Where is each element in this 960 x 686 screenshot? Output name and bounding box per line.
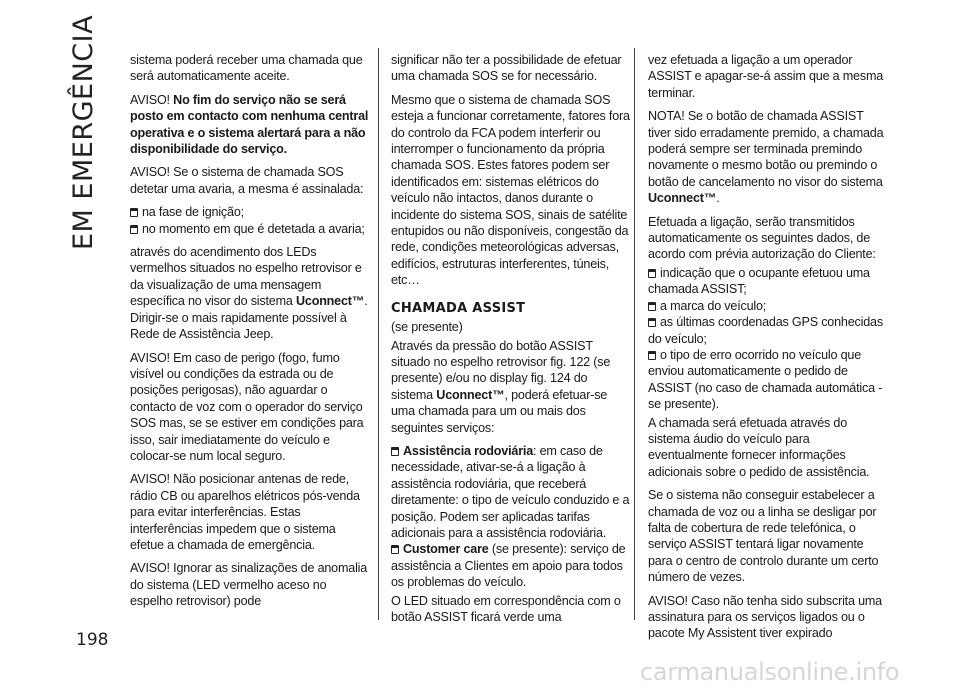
bullet-icon xyxy=(648,351,656,360)
list-item-text: indicação que o ocupante efetuou uma chamada ASSIST; xyxy=(648,265,870,297)
section-heading: CHAMADA ASSIST xyxy=(391,300,526,316)
text-column-1 xyxy=(130,52,370,617)
text: Através da pressão do botão ASSIST situado no espelho retrovisor fig. 122 (se presente) e/ou no display fig. 124 do sistema xyxy=(391,338,611,402)
bullet-list xyxy=(648,265,888,413)
list-item xyxy=(391,541,631,590)
bullet-icon xyxy=(130,225,138,234)
bullet-icon xyxy=(648,302,656,311)
list-item-title: Assistência rodoviária xyxy=(403,443,533,458)
warning-paragraph xyxy=(130,92,370,158)
paragraph: AVISO! Caso não tenha sido subscrita uma assinatura para os serviços ligados ou o pacote My Assistent tiver expirado xyxy=(648,593,882,641)
paragraph: A chamada será efetuada através do sistema áudio do veículo para eventualmente fornecer informações adicionais sobre o pedido de assistência. xyxy=(648,415,870,479)
list-item-text: : em caso de necessidade, ativar-se-á a ligação à assistência rodoviária, que receberá diretamente: o tipo de veículo conduzido e a posição. Podem ser aplicadas tarifas adicionais para a assistência rodoviária. xyxy=(391,443,630,540)
list-item-text: as últimas coordenadas GPS conhecidas do veículo; xyxy=(648,315,883,346)
bullet-icon xyxy=(648,269,656,278)
text: . Dirigir-se o mais rapidamente possível à Rede de Assistência Jeep. xyxy=(130,294,368,342)
list-item-text: a marca do veículo; xyxy=(660,298,767,313)
paragraph: vez efetuada a ligação a um operador ASSIST e apagar-se-á assim que a mesma terminar. xyxy=(648,53,884,100)
paragraph xyxy=(391,338,631,436)
text: , poderá efetuar-se uma chamada para um ou mais dos seguintes serviços: xyxy=(391,387,608,435)
paragraph: AVISO! Ignorar as sinalizações de anomalia do sistema (LED vermelho aceso no espelho retrovisor) pode xyxy=(130,561,368,609)
column-divider xyxy=(634,48,635,620)
note-paragraph xyxy=(648,108,888,206)
paragraph: significar não ter a possibilidade de efetuar uma chamada SOS se for necessário. xyxy=(391,53,622,84)
bullet-list xyxy=(130,204,370,237)
warning-label: AVISO! xyxy=(130,92,174,107)
section-title: EM EMERGÊNCIA xyxy=(68,14,99,250)
paragraph: O LED situado em correspondência com o botão ASSIST ficará verde uma xyxy=(391,593,621,624)
text-column-3 xyxy=(648,52,888,649)
paragraph: AVISO! Em caso de perigo (fogo, fumo visível ou condições da estrada ou de posições perigosas), não aguardar o contacto de voz com o operador do serviço SOS mas, se se estiver em condições para isso, sair imediatamente do veículo e colocar-se num local seguro. xyxy=(130,350,364,463)
list-item xyxy=(130,221,370,237)
paragraph xyxy=(130,244,370,342)
text: através do acendimento dos LEDs vermelhos situados no espelho retrovisor e da visualização de uma mensagem específica no visor do sistema xyxy=(130,245,362,309)
brand-text: Uconnect™ xyxy=(648,191,717,206)
column-divider xyxy=(378,48,379,620)
text: NOTA! Se o botão de chamada ASSIST tiver sido erradamente premido, a chamada poderá sempre ser terminada premindo novamente o mesmo botão ou premindo o botão de cancelamento no visor do sistema xyxy=(648,109,884,189)
page-number: 198 xyxy=(76,630,109,650)
paragraph: sistema poderá receber uma chamada que será automaticamente aceite. xyxy=(130,53,363,84)
brand-text: Uconnect™ xyxy=(436,387,505,402)
list-item xyxy=(648,314,888,347)
list-item-text: no momento em que é detetada a avaria; xyxy=(142,221,365,236)
bullet-icon xyxy=(130,208,138,217)
bullet-icon xyxy=(648,318,656,327)
subheading: (se presente) xyxy=(391,320,463,335)
warning-bold-text: No fim do serviço não se será posto em contacto com nenhuma central operativa e o sistema alertará para a não disponibilidade do serviço. xyxy=(130,92,369,157)
list-item xyxy=(130,204,370,220)
list-item-title: Customer care xyxy=(403,542,489,557)
list-item xyxy=(648,265,888,298)
bullet-icon xyxy=(391,545,399,554)
paragraph: AVISO! Não posicionar antenas de rede, rádio CB ou aparelhos elétricos pós-venda para evitar interferências. Estas interferências impedem que o sistema efetue a chamada de emergência. xyxy=(130,472,360,552)
list-item xyxy=(648,298,888,314)
list-item-text: (se presente): serviço de assistência a Clientes em apoio para todos os problemas do veículo. xyxy=(391,542,626,590)
list-item xyxy=(648,347,888,413)
list-item xyxy=(391,443,631,541)
text-column-2 xyxy=(391,52,631,632)
text: . xyxy=(716,191,720,206)
paragraph: AVISO! Se o sistema de chamada SOS detetar uma avaria, a mesma é assinalada: xyxy=(130,165,364,196)
list-item-text: o tipo de erro ocorrido no veículo que enviou automaticamente o pedido de ASSIST (no caso de chamada automática - se presente). xyxy=(648,347,883,412)
paragraph: Mesmo que o sistema de chamada SOS esteja a funcionar corretamente, fatores fora do controlo da FCA podem interferir ou interromper o funcionamento da própria chamada SOS. Estes fatores podem ser identificados em: sistemas elétricos do veículo não intactos, danos durante o incidente do sistema SOS, sinais de satélite entupidos ou não disponíveis, congestão da rede, condições meteorológicas adversas, edifícios, estruturas interferentes, túneis, etc… xyxy=(391,92,630,288)
list-item-text: na fase de ignição; xyxy=(142,205,244,220)
bullet-list xyxy=(391,443,631,591)
watermark: carmanualsonline.info xyxy=(640,658,900,686)
paragraph: Se o sistema não conseguir estabelecer a chamada de voz ou a linha se desligar por falta de cobertura de rede telefónica, o serviço ASSIST tentará ligar novamente para o centro de controlo durante um certo número de vezes. xyxy=(648,488,879,585)
bullet-icon xyxy=(391,447,399,456)
paragraph: Efetuada a ligação, serão transmitidos automaticamente os seguintes dados, de acordo com prévia autorização do Cliente: xyxy=(648,214,876,262)
brand-text: Uconnect™ xyxy=(296,294,365,309)
